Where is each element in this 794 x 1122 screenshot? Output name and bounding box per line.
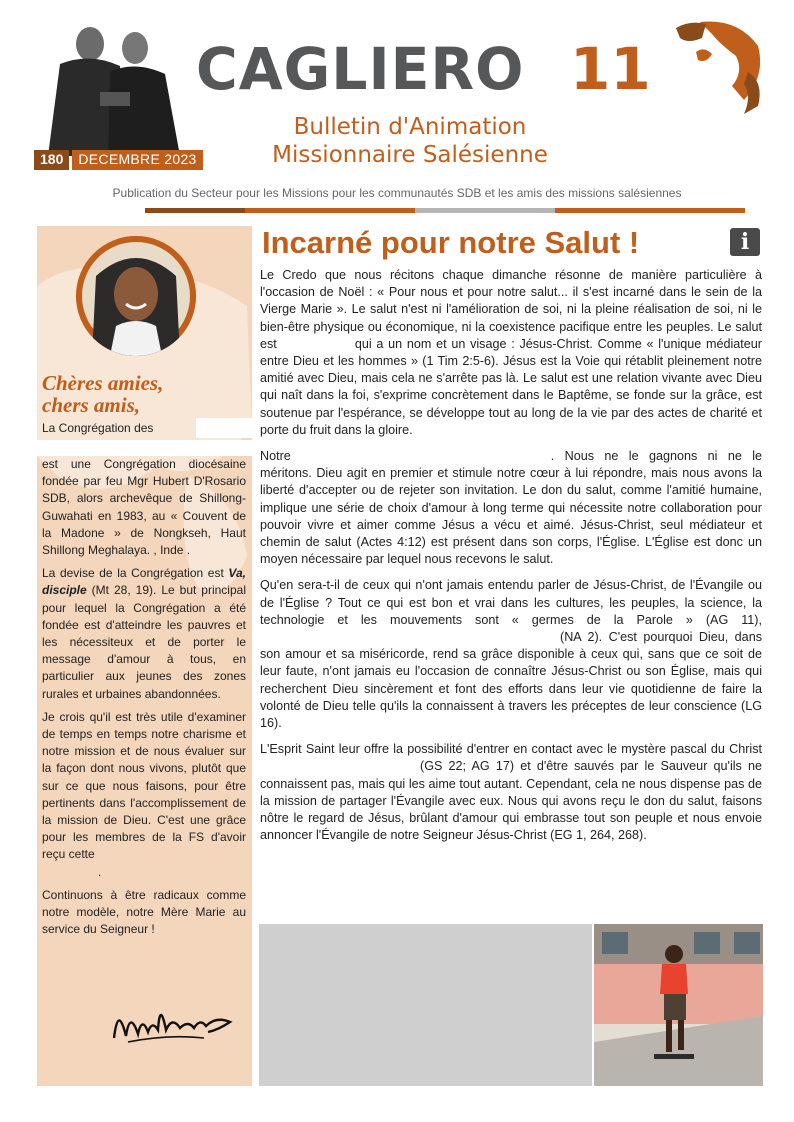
redacted-block: [37, 440, 252, 456]
subtitle-line-1: Bulletin d'Animation: [293, 114, 527, 140]
sidebar-paragraph: [42, 709, 246, 881]
article-paragraph: [260, 448, 762, 568]
sidebar-paragraph: [42, 565, 246, 703]
article-text: (GS 22; AG 17) et d'être sauvés par le Sauveur qu'ils ne connaissent pas, mais qui les aime tout autant. Cependant, cela ne nous dispense pas de la mission de partager l'Évangile avec eux. Nous qui avons reçu le don du salut, faisons nôtre le regard de Jésus, brûlant d'amour qui embrasse tout son peuple et nous envoie annoncer l'Évangile de notre Seigneur Jésus-Christ (EG 1, 264, 268).: [260, 759, 762, 843]
color-divider: [145, 208, 745, 213]
sidebar-paragraph: est une Congrégation diocésaine fondée par feu Mgr Hubert D'Rosario SDB, alors archevêque de Shillong-Guwahati en 1983, au « Couvent de la Madone » de Nongkseh, Haut Shillong Meghalaya. , Inde .: [42, 457, 246, 558]
subtitle: [260, 113, 560, 169]
sidebar-text: Je crois qu'il est très utile d'examiner de temps en temps notre charisme et notre mission et de nous évaluer sur la façon dont nous vivons, plutôt que sur ce que nous faisons, pour être pertinents dans l'accomplissement de la mission de Dieu. C'est une grâce pour les membres de la FS d'avoir reçu cette: [42, 709, 246, 862]
masthead-number: 11: [570, 35, 651, 103]
article-text: (NA 2). C'est pourquoi Dieu, dans son amour et sa miséricorde, rend sa grâce disponible à ceux qui, sans que ce soit de leur faute, n'ont jamais eu l'occasion de connaître Jésus-Christ ou son Église, mais qui recherchent Dieu sincèrement et font des efforts dans leur vie quotidienne de faire la volonté de Dieu telle qu'ils la connaissent à travers les préceptes de leur conscience (LG 16).: [260, 630, 762, 731]
article-text: Qu'en sera-t-il de ceux qui n'ont jamais entendu parler de Jésus-Christ, de l'Évangile ou de l'Église ? Tout ce qui est bon et vrai dans les cultures, les peuples, la science, la technologie et les mouvements sont « germes de la Parole » (AG 11),: [260, 578, 762, 627]
sidebar-text: La devise de la Congrégation est: [42, 566, 224, 581]
article-paragraph: [260, 741, 762, 844]
tagline: Publication du Secteur pour les Missions pour les communautés SDB et les amis des missions salésiennes: [112, 186, 682, 200]
sidebar-text: .: [98, 864, 102, 879]
scripture-ref: (Mt 28, 19).: [91, 583, 157, 598]
sidebar-paragraph: Continuons à être radicaux comme notre modèle, notre Mère Marie au service du Seigneur !: [42, 887, 246, 937]
issue-date: DECEMBRE 2023: [72, 150, 202, 170]
motto: Va, disciple: [42, 566, 246, 598]
issue-badge: [34, 150, 203, 170]
article-text: Notre: [260, 449, 291, 464]
article-paragraph: [260, 577, 762, 732]
article-text: qui a un nom et un visage : Jésus-Christ. Comme « l'unique médiateur entre Dieu et les hommes » (1 Tim 2:5-6). Jésus est la Voie qui rétablit pleinement notre amitié avec Dieu, mais cela ne s'arrête pas là. Le salut est une relation vivante avec Dieu qui naît dans la foi, s'exprime concrètement dans le Baptême, se fonde sur la grâce, est soutenue par l'espérance, se développe tout au long de la vie par des actes de charité et porte du fruit dans la gloire.: [260, 336, 762, 437]
subtitle-line-2: Missionnaire Salésienne: [272, 142, 548, 168]
article-text: . Nous ne le gagnons ni ne le méritons. Dieu agit en premier et stimule notre cœur à lui répondre, mais nous avons la liberté d'accepter ou de rejeter son invitation. Le don du salut, comme l'amitié humaine, implique une série de choix d'amour à long terme qui nécessite notre collaboration pour pouvoir vivre et aimer comme Jésus a vécu et aimé. Jésus-Christ, seul médiateur et chemin de salut (Actes 4:12) est présent dans son corps, l'Église. L'Église est donc un moyen nécessaire par lequel nous recevons le salut.: [260, 449, 762, 567]
skateboard-boy-photo: [594, 924, 763, 1086]
masthead-title: CAGLIERO: [196, 35, 525, 103]
greeting-line-1: Chères amies,: [42, 371, 164, 395]
author-portrait: [76, 236, 196, 356]
founders-photo: [30, 14, 202, 156]
info-icon: i: [730, 228, 760, 256]
handwritten-signature: [108, 990, 248, 1050]
article-body: [260, 267, 762, 854]
image-placeholder: [259, 924, 592, 1086]
article-paragraph: [260, 267, 762, 439]
article-text: L'Esprit Saint leur offre la possibilité d'entrer en contact avec le mystère pascal du Christ: [260, 742, 762, 757]
article-title: Incarné pour notre Salut !: [262, 225, 640, 260]
globe-logo-icon: [640, 16, 766, 116]
sidebar-body: [42, 456, 246, 944]
greeting: [42, 372, 163, 416]
issue-number: 180: [34, 150, 69, 170]
sidebar-text: Le but principal pour lequel la Congrégation a été fondée est d'atteindre les pauvres et les nécessiteux et de porter le message d'amour à tous, en particulier aux jeunes des zones rurales et urbaines abandonnées.: [42, 583, 246, 701]
article-text: Le Credo que nous récitons chaque dimanche résonne de manière particulière à l'occasion de Noël : « Pour nous et pour notre salut... il s'est incarné dans le sein de la Vierge Marie ». Le salut n'est ni l'amélioration de soi, ni la pleine réalisation de soi, ni le bien-être physique ou économique, ni la coexistence pacifique entre les peuples. Le salut est: [260, 268, 762, 351]
sidebar-intro: La Congrégation des: [42, 421, 154, 435]
greeting-line-2: chers amis,: [42, 393, 141, 417]
